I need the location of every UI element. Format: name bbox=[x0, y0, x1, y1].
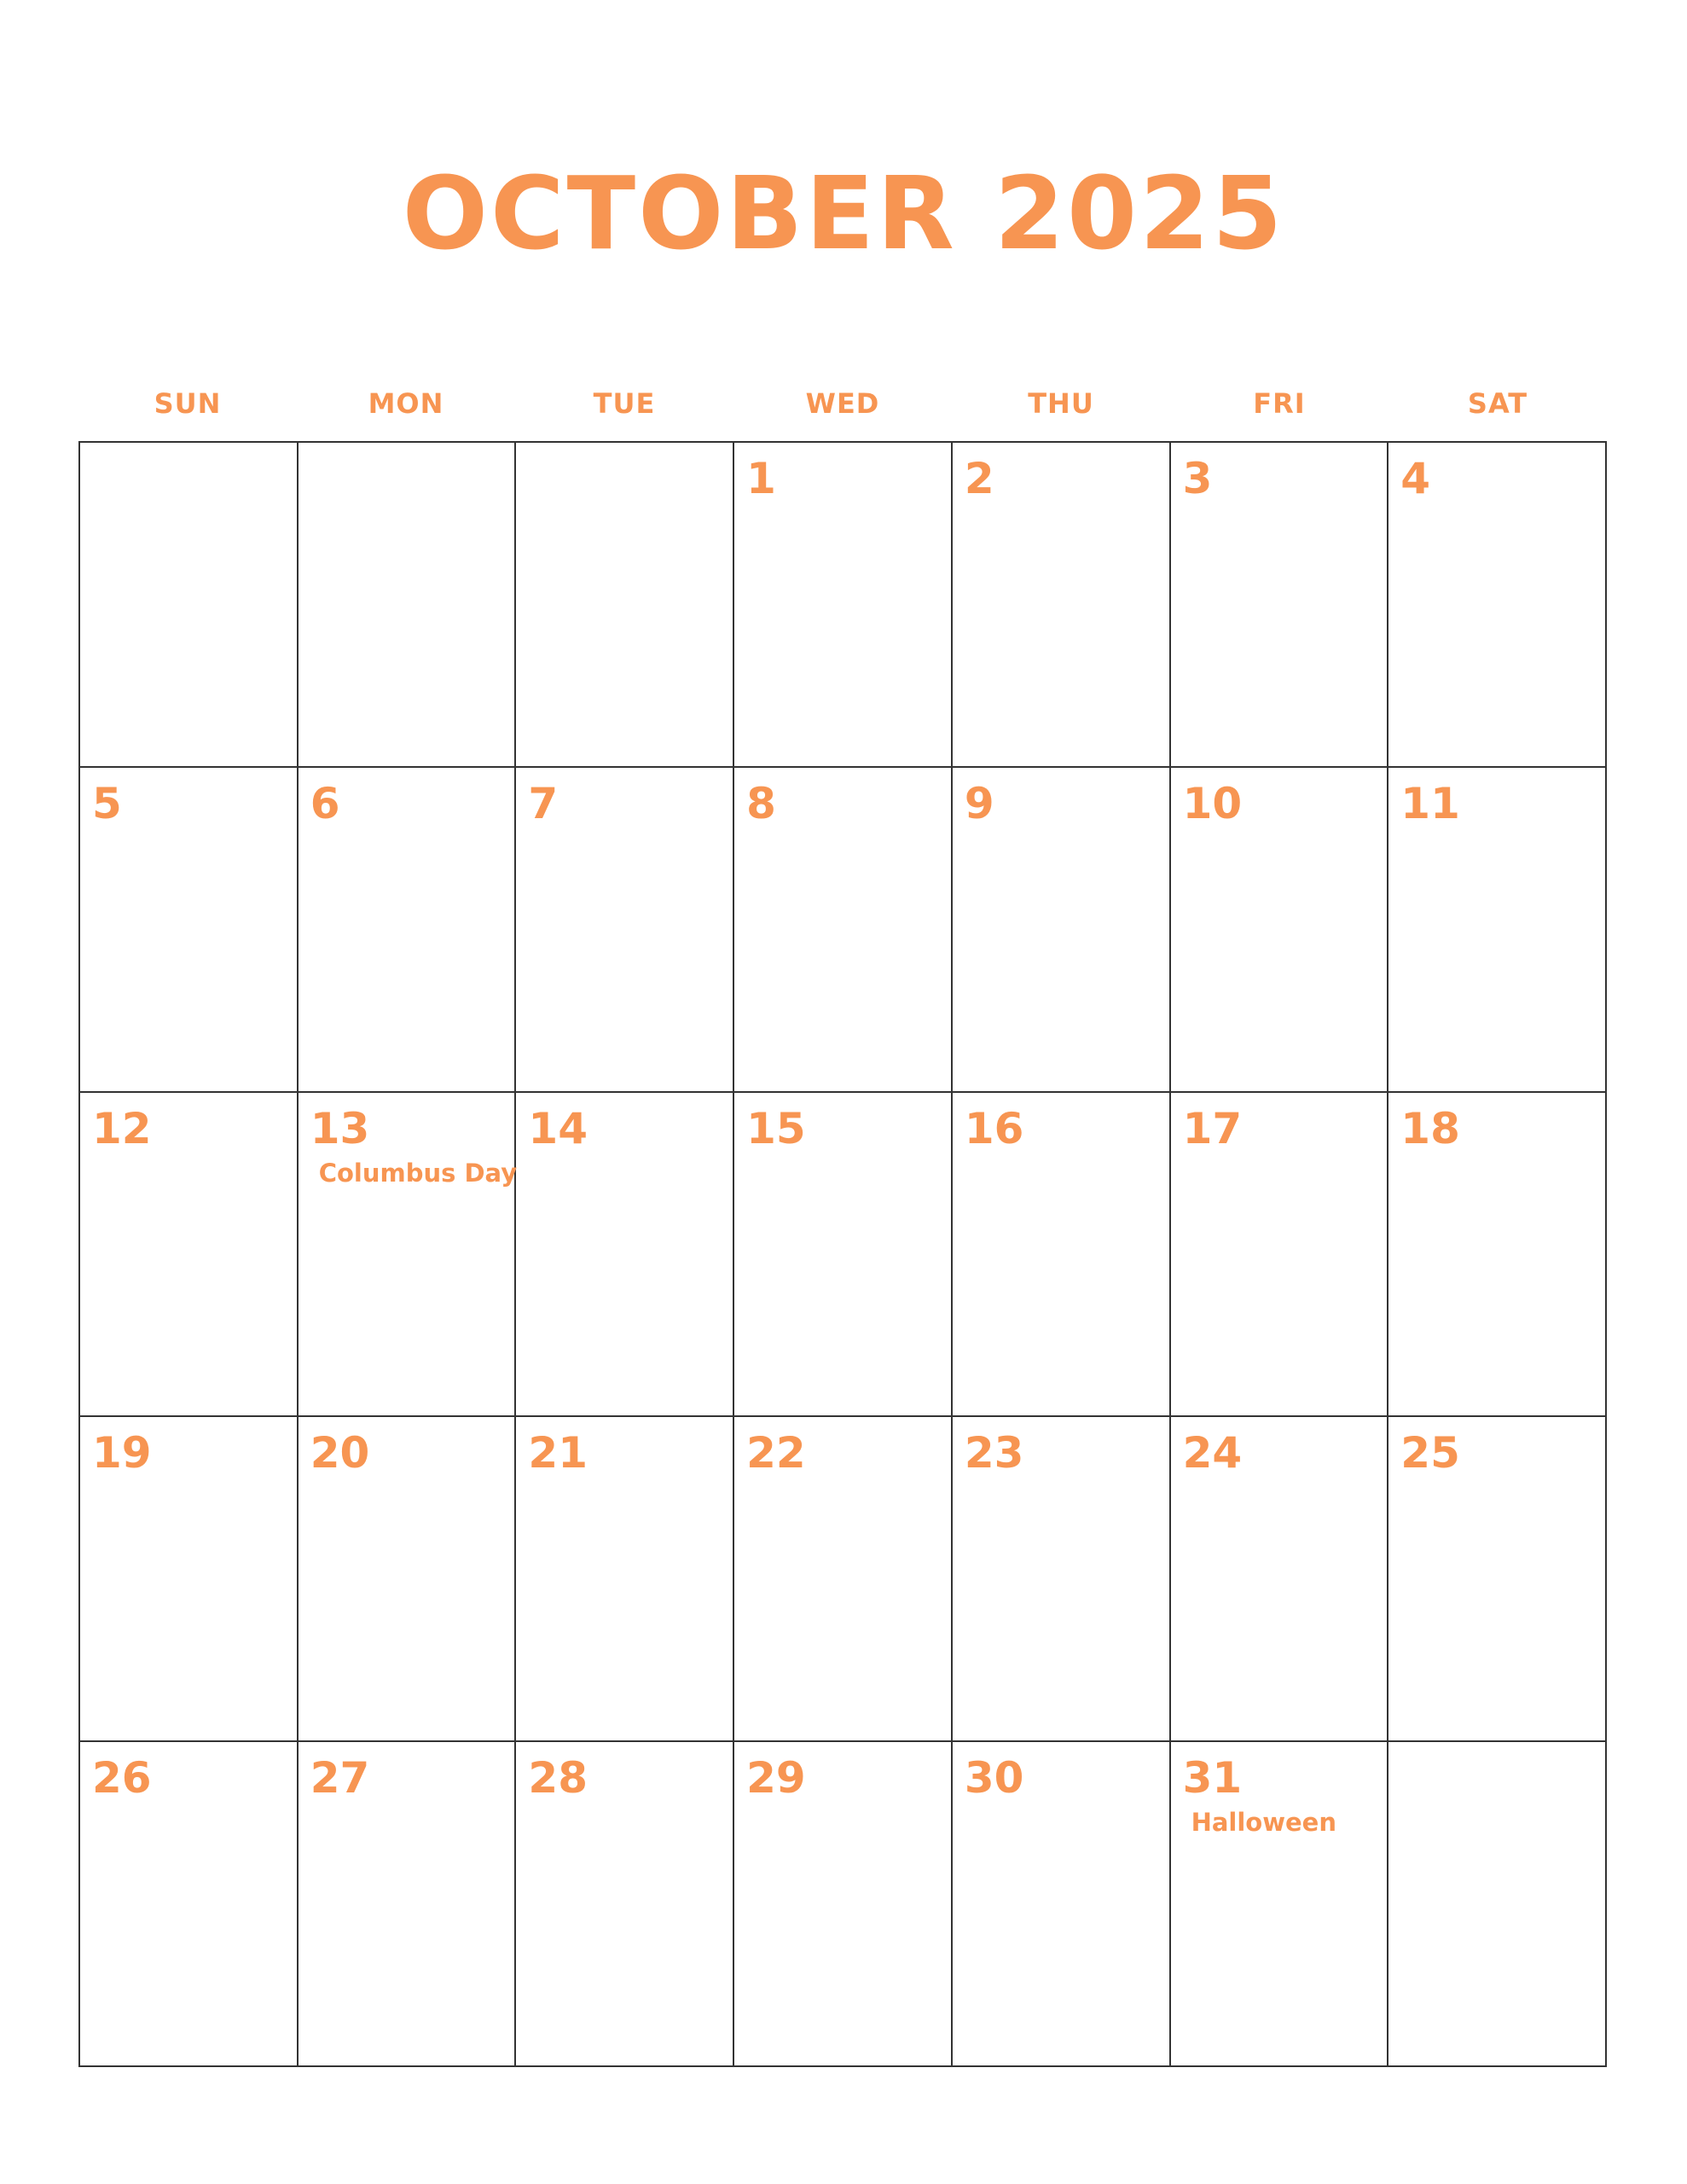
day-cell[interactable] bbox=[734, 1417, 953, 1742]
weekday-thu: THU bbox=[1028, 387, 1094, 420]
day-number: 13 bbox=[310, 1103, 370, 1153]
day-cell[interactable] bbox=[953, 768, 1171, 1093]
day-cell[interactable] bbox=[1171, 1417, 1389, 1742]
day-number: 7 bbox=[528, 778, 559, 828]
day-cell[interactable] bbox=[80, 443, 299, 768]
day-number: 9 bbox=[964, 778, 994, 828]
day-cell[interactable] bbox=[1388, 1742, 1607, 2067]
day-number: 19 bbox=[92, 1428, 152, 1478]
day-number: 27 bbox=[310, 1753, 370, 1804]
day-number: 17 bbox=[1182, 1103, 1243, 1153]
day-cell[interactable] bbox=[299, 1093, 517, 1418]
day-cell[interactable] bbox=[1388, 1417, 1607, 1742]
day-cell[interactable] bbox=[1171, 443, 1389, 768]
day-cell[interactable] bbox=[734, 443, 953, 768]
day-number: 24 bbox=[1182, 1428, 1243, 1478]
day-cell[interactable] bbox=[1388, 768, 1607, 1093]
day-cell[interactable] bbox=[1171, 1093, 1389, 1418]
day-number: 12 bbox=[92, 1103, 152, 1153]
day-number: 25 bbox=[1400, 1428, 1460, 1478]
day-number: 10 bbox=[1182, 778, 1243, 828]
day-number: 30 bbox=[964, 1753, 1024, 1804]
weekday-fri: FRI bbox=[1253, 387, 1306, 420]
day-cell[interactable] bbox=[80, 768, 299, 1093]
day-number: 16 bbox=[964, 1103, 1024, 1153]
day-number: 23 bbox=[964, 1428, 1024, 1478]
day-number: 21 bbox=[528, 1428, 588, 1478]
day-number: 18 bbox=[1400, 1103, 1460, 1153]
day-cell[interactable] bbox=[299, 1742, 517, 2067]
day-number: 5 bbox=[92, 778, 122, 828]
day-number: 20 bbox=[310, 1428, 370, 1478]
day-cell[interactable] bbox=[1171, 1742, 1389, 2067]
day-cell[interactable] bbox=[299, 768, 517, 1093]
day-number: 8 bbox=[746, 778, 776, 828]
day-number: 29 bbox=[746, 1753, 806, 1804]
day-number: 6 bbox=[310, 778, 340, 828]
holiday-label: Columbus Day bbox=[318, 1158, 518, 1188]
day-cell[interactable] bbox=[953, 1417, 1171, 1742]
day-cell[interactable] bbox=[80, 1742, 299, 2067]
day-number: 1 bbox=[746, 454, 776, 503]
day-cell[interactable] bbox=[734, 1742, 953, 2067]
day-cell[interactable] bbox=[1388, 1093, 1607, 1418]
day-number: 31 bbox=[1182, 1753, 1243, 1804]
day-cell[interactable] bbox=[516, 1093, 734, 1418]
day-cell[interactable] bbox=[953, 1093, 1171, 1418]
day-number: 15 bbox=[746, 1103, 806, 1153]
weekday-tue: TUE bbox=[593, 387, 656, 420]
day-cell[interactable] bbox=[516, 1417, 734, 1742]
day-number: 11 bbox=[1400, 778, 1460, 828]
day-number: 2 bbox=[964, 454, 994, 503]
holiday-label: Halloween bbox=[1191, 1808, 1336, 1838]
day-number: 26 bbox=[92, 1753, 152, 1804]
day-cell[interactable] bbox=[80, 1417, 299, 1742]
weekday-mon: MON bbox=[368, 387, 444, 420]
day-cell[interactable] bbox=[299, 443, 517, 768]
day-cell[interactable] bbox=[953, 1742, 1171, 2067]
day-cell[interactable] bbox=[1171, 768, 1389, 1093]
day-number: 22 bbox=[746, 1428, 806, 1478]
day-cell[interactable] bbox=[734, 768, 953, 1093]
weekday-sat: SAT bbox=[1467, 387, 1528, 420]
weekday-wed: WED bbox=[805, 387, 880, 420]
day-cell[interactable] bbox=[1388, 443, 1607, 768]
day-cell[interactable] bbox=[953, 443, 1171, 768]
weekday-header-row bbox=[78, 382, 1607, 425]
day-cell[interactable] bbox=[516, 1742, 734, 2067]
day-number: 3 bbox=[1182, 454, 1213, 503]
weekday-sun: SUN bbox=[154, 387, 222, 420]
day-cell[interactable] bbox=[80, 1093, 299, 1418]
calendar-grid bbox=[78, 441, 1607, 2067]
day-number: 14 bbox=[528, 1103, 588, 1153]
day-cell[interactable] bbox=[734, 1093, 953, 1418]
day-cell[interactable] bbox=[299, 1417, 517, 1742]
day-cell[interactable] bbox=[516, 768, 734, 1093]
day-cell[interactable] bbox=[516, 443, 734, 768]
calendar-title: OCTOBER 2025 bbox=[402, 154, 1285, 272]
day-number: 4 bbox=[1400, 454, 1431, 503]
day-number: 28 bbox=[528, 1753, 588, 1804]
